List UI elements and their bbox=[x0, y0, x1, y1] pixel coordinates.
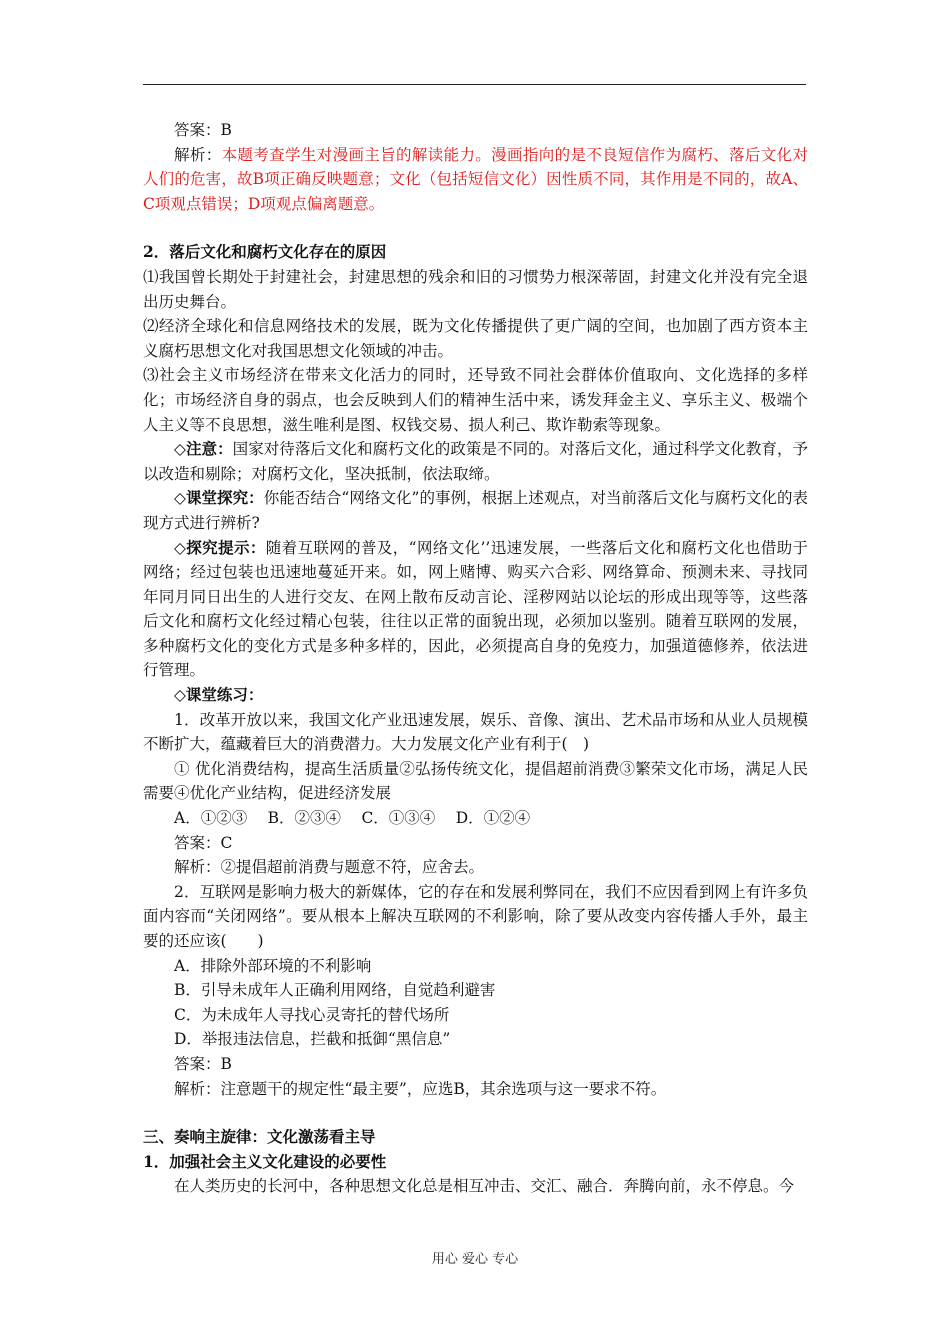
reason-item: ⑶社会主义市场经济在带来文化活力的同时，还导致不同社会群体价值取向、文化选择的多样化；市场经济自身的弱点，也会反映到人们的精神生活中来，诱发拜金主义、享乐主义、极端个人主义等不良思想，滋生唯利是图、权钱交易、损人利己、欺诈勒索等现象。 bbox=[143, 366, 808, 434]
note-paragraph bbox=[143, 437, 808, 486]
explore-text: 你能否结合“网络文化”的事例，根据上述观点，对当前落后文化与腐朽文化的表现方式进行辨析? bbox=[143, 489, 809, 532]
option-a: A．排除外部环境的不利影响 bbox=[174, 956, 372, 975]
option-b: B．引导未成年人正确利用网络，自觉趋利避害 bbox=[174, 981, 496, 1000]
section-heading: 三、奏响主旋律：文化激荡看主导 bbox=[143, 1127, 376, 1147]
reason-item: ⑴我国曾长期处于封建社会，封建思想的残余和旧的习惯势力根深蒂固，封建文化并没有完全退出历史舞台。 bbox=[143, 267, 808, 311]
explore-paragraph bbox=[143, 486, 808, 535]
reason-item: ⑵经济全球化和信息网络技术的发展，既为文化传播提供了更广阔的空间，也加剧了西方资本主义腐朽思想文化对我国思想文化领域的冲击。 bbox=[143, 317, 808, 360]
answer-line: 答案：B bbox=[174, 1054, 232, 1073]
hint-paragraph bbox=[143, 536, 808, 684]
practice-heading: ◇课堂练习： bbox=[174, 685, 264, 705]
analysis-paragraph bbox=[143, 143, 808, 217]
question-stem: 1．改革开放以来，我国文化产业迅速发展，娱乐、音像、演出、艺术品市场和从业人员规模不断扩大，蕴藏着巨大的消费潜力。大力发展文化产业有利于( ) bbox=[143, 710, 808, 754]
analysis-text: 本题考查学生对漫画主旨的解读能力。漫画指向的是不良短信作为腐朽、落后文化对人们的危害，故B项正确反映题意；文化（包括短信文化）因性质不同，其作用是不同的，故A、C项观点错误；D项观点偏离题意。 bbox=[143, 145, 808, 213]
question-items: ① 优化消费结构，提高生活质量②弘扬传统文化，提倡超前消费③繁荣文化市场，满足人民需要④优化产业结构，促进经济发展 bbox=[143, 759, 808, 803]
subsection-heading: 1．加强社会主义文化建设的必要性 bbox=[143, 1151, 387, 1171]
answer-line: 答案：B bbox=[174, 121, 232, 139]
section-heading: 2．落后文化和腐朽文化存在的原因 bbox=[143, 242, 387, 262]
analysis-line: 解析：注意题干的规定性“最主要”，应选B，其余选项与这一要求不符。 bbox=[174, 1079, 667, 1098]
answer-line: 答案：C bbox=[174, 833, 233, 852]
hint-text: 随着互联网的普及，“网络文化’’迅速发展，一些落后文化和腐朽文化也借助于网络；经过包装也迅速地蔓延开来。如，网上赌博、购买六合彩、网络算命、预测未来、寻找同年同月同日出生的人进行交友、在网上散布反动言论、淫秽网站以论坛的形成出现等等，这些落后文化和腐朽文化经过精心包装，往往以正常的面貌出现，必须加以鉴别。随着互联网的发展，多种腐朽文化的变化方式是多种多样的，因此，必须提高自身的免疫力，加强道德修养，依法进行管理。 bbox=[143, 538, 809, 680]
note-label: ◇注意： bbox=[174, 439, 233, 459]
question-stem: 2．互联网是影响力极大的新媒体，它的存在和发展利弊同在，我们不应因看到网上有许多负面内容而“关闭网络”。要从根本上解决互联网的不利影响，除了要从改变内容传播人手外，最主要的还应该( ) bbox=[143, 882, 808, 950]
hint-label: ◇探究提示： bbox=[174, 537, 266, 557]
analysis-line: 解析：②提倡超前消费与题意不符，应舍去。 bbox=[174, 858, 485, 877]
note-text: 国家对待落后文化和腐朽文化的政策是不同的。对落后文化，通过科学文化教育，予以改造和剔除；对腐朽文化，坚决抵制，依法取缔。 bbox=[143, 440, 808, 483]
explore-label: ◇课堂探究： bbox=[174, 488, 264, 508]
option-d: D．举报违法信息，拦截和抵御“黑信息” bbox=[174, 1030, 451, 1049]
document-body bbox=[143, 118, 808, 1199]
body-paragraph: 在人类历史的长河中，各种思想文化总是相互冲击、交汇、融合．奔腾向前，永不停息。今 bbox=[174, 1177, 795, 1196]
page-footer: 用心 爱心 专心 bbox=[431, 1252, 519, 1267]
analysis-label: 解析： bbox=[174, 145, 222, 164]
option-c: C．为未成年人寻找心灵寄托的替代场所 bbox=[174, 1005, 450, 1024]
header-rule bbox=[143, 84, 806, 85]
question-options: A．①②③ B．②③④ C．①③④ D．①②④ bbox=[174, 809, 531, 828]
